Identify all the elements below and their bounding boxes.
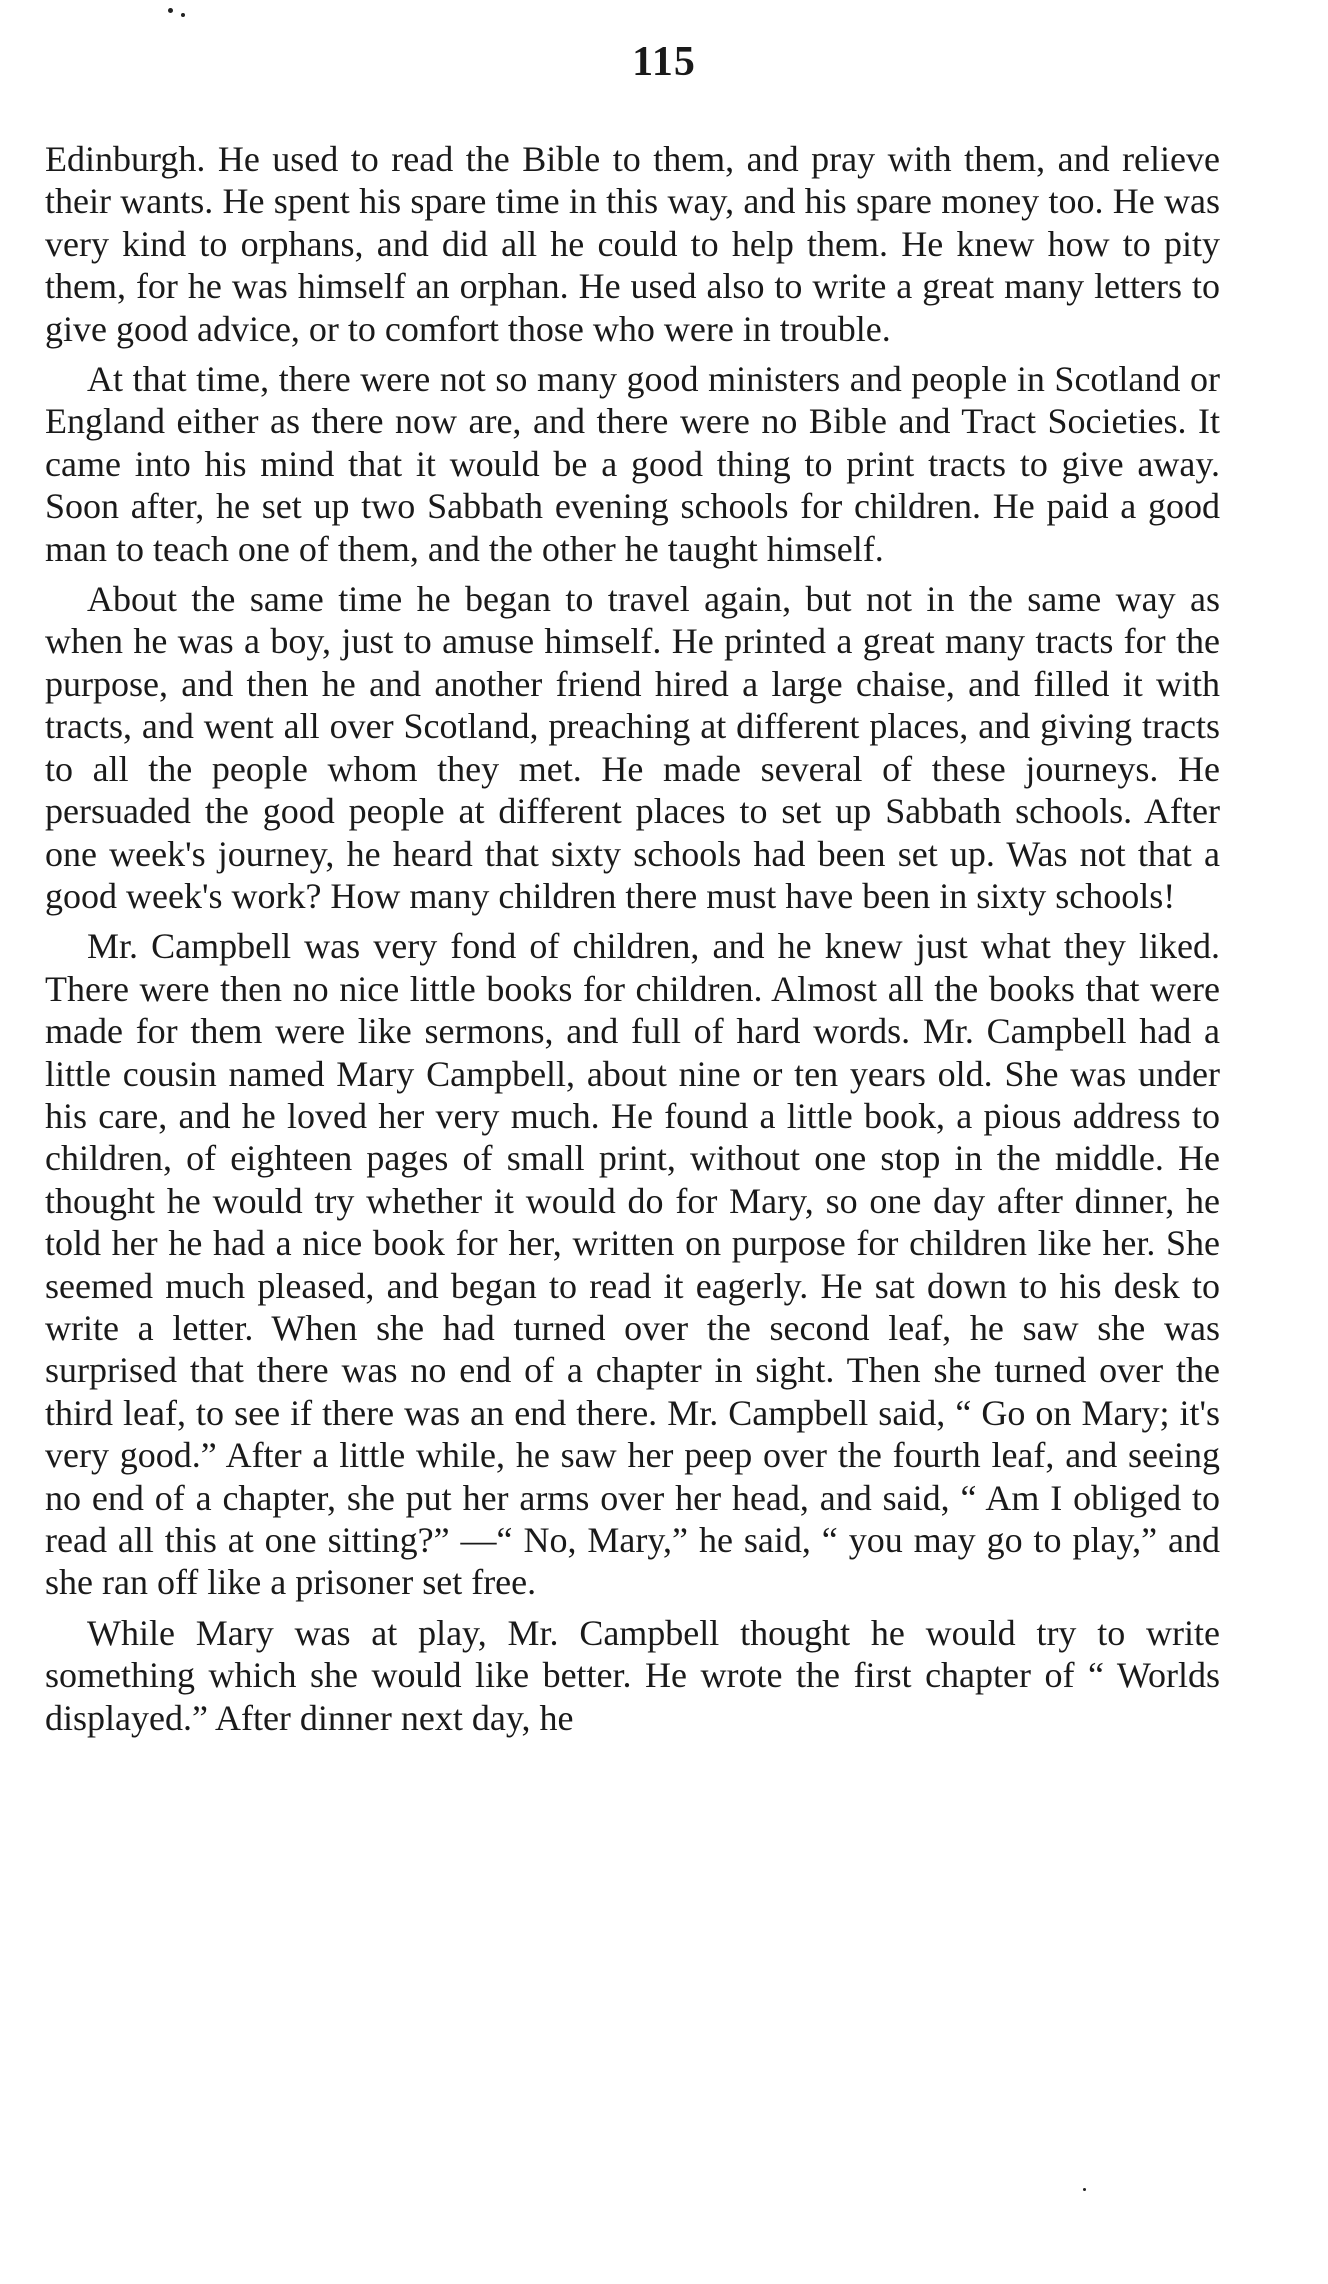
paragraph-1: Edinburgh. He used to read the Bible to them, and pray with them, and relieve their wants. He spent his spare time in this way, and his spare money too. He was very kind to orphans, and did all he could to help them. He knew how to pity them, for he was himself an orphan. He used also to write a great many letters to give good advice, or to comfort those who were in trouble. bbox=[45, 139, 1220, 349]
print-speck-mark bbox=[1083, 2188, 1086, 2191]
paragraph-3: About the same time he began to travel again, but not in the same way as when he was a boy, just to amuse himself. He printed a great many tracts for the purpose, and then he and another friend hired a large chaise, and filled it with tracts, and went all over Scotland, preaching at different places, and giving tracts to all the people whom they met. He made several of these journeys. He persuaded the good people at different places to set up Sabbath schools. After one week's journey, he heard that sixty schools had been set up. Was not that a good week's work? How many children there must have been in sixty schools! bbox=[45, 579, 1220, 916]
print-speck-mark bbox=[181, 13, 185, 17]
paragraph-5: While Mary was at play, Mr. Campbell thought he would try to write something which she would like better. He wrote the first chapter of “ Worlds displayed.” After dinner next day, he bbox=[45, 1612, 1220, 1738]
paragraph-4: Mr. Campbell was very fond of children, and he knew just what they liked. There were then no nice little books for children. Almost all the books that were made for them were like sermons, and full of hard words. Mr. Campbell had a little cousin named Mary Campbell, about nine or ten years old. She was under his care, and he loved her very much. He found a little book, a pious address to children, of eighteen pages of small print, without one stop in the middle. He thought he would try whether it would do for Mary, so one day after dinner, he told her he had a nice book for her, written on purpose for children like her. She seemed much pleased, and began to read it eagerly. He sat down to his desk to write a letter. When she had turned over the second leaf, he saw she was surprised that there was no end of a chapter in sight. Then she turned over the third leaf, to see if there was an end there. Mr. Campbell said, “ Go on Mary; it's very good.” After a little while, he saw her peep over the fourth leaf, and seeing no end of a chapter, she put her arms over her head, and said, “ Am I obliged to read all this at one sitting?” —“ No, Mary,” he said, “ you may go to play,” and she ran off like a prisoner set free. bbox=[45, 926, 1220, 1603]
body-text bbox=[45, 138, 1220, 1739]
paragraph-2: At that time, there were not so many good ministers and people in Scotland or England either as there now are, and there were no Bible and Tract Societies. It came into his mind that it would be a good thing to print tracts to give away. Soon after, he set up two Sabbath evening schools for children. He paid a good man to teach one of them, and the other he taught himself. bbox=[45, 359, 1220, 569]
print-speck-mark bbox=[168, 8, 173, 13]
page-number: 115 bbox=[632, 39, 696, 85]
